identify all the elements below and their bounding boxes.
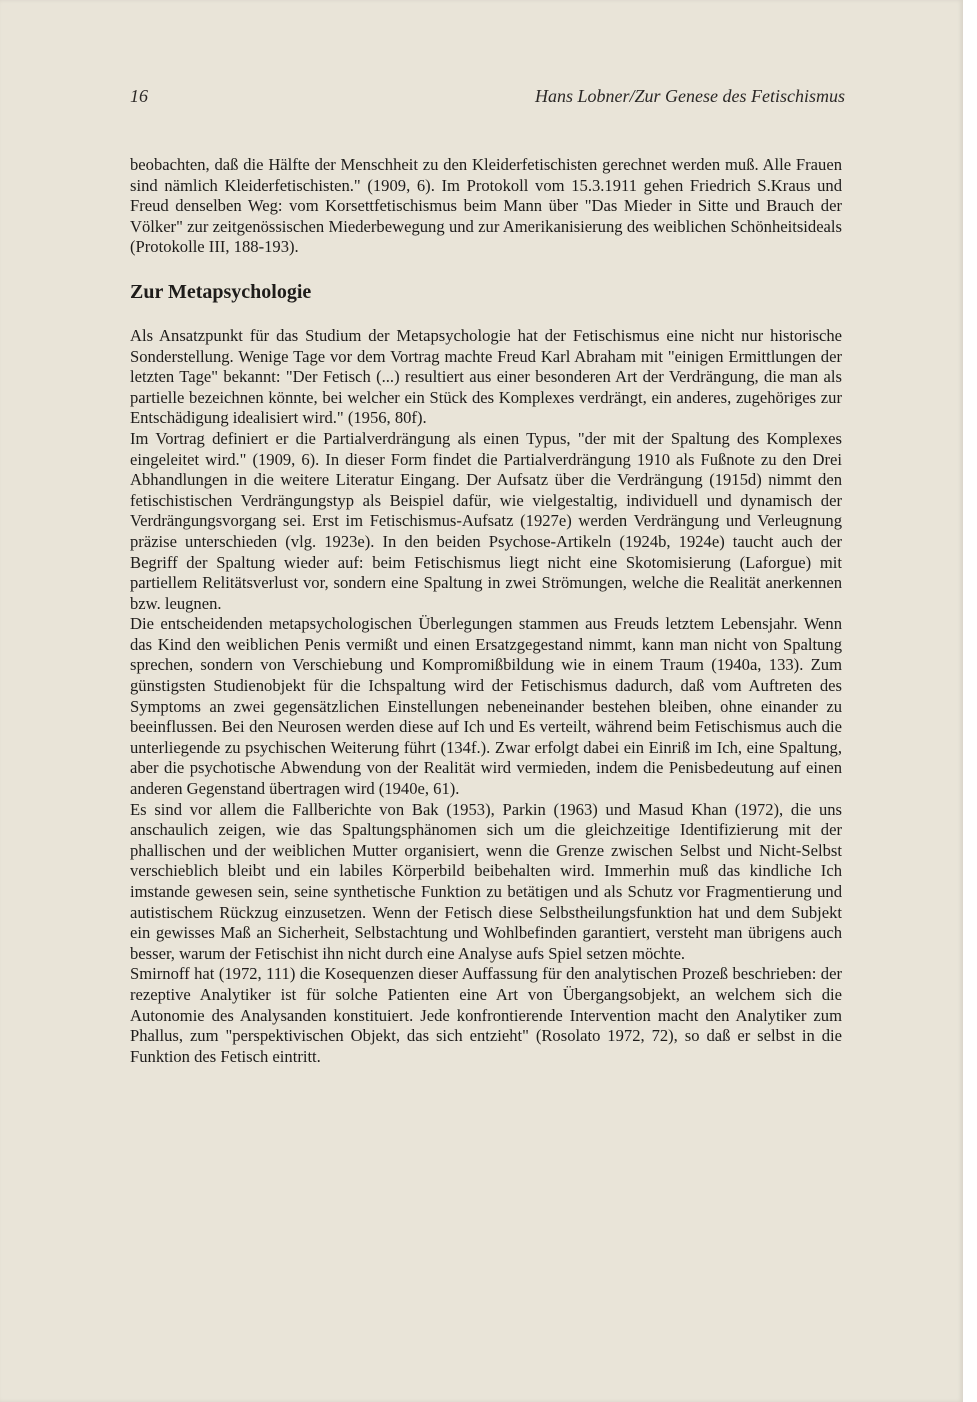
paragraph-3: Die entscheidenden metapsychologischen Überlegungen stammen aus Freuds letztem Lebensjahr. Wenn das Kind den weiblichen Penis vermißt und einen Ersatzgegestand nimmt, kann man nicht von Spaltung sprechen, sondern von Verschiebung und Kompromißbildung wie in einem Traum (1940a, 133). Zum günstigsten Studienobjekt für die Ichspaltung wird der Fetischismus dadurch, daß vom Auftreten des Symptoms an zwei gegensätzlichen Einstellungen nebeneinander bestehen bleiben, ohne einander zu beeinflussen. Bei den Neurosen werden diese auf Ich und Es verteilt, während beim Fetischismus auch die unterliegende zu psychischen Weiterung führt (134f.). Zwar erfolgt dabei ein Einriß im Ich, eine Spaltung, aber die psychotische Abwendung von der Realität wird vermieden, indem die Penisbedeutung auf einen anderen Gegenstand übertragen wird (1940e, 61). xyxy=(130,614,842,799)
paragraph-2: Im Vortrag definiert er die Partialverdrängung als einen Typus, "der mit der Spaltung des Komplexes eingeleitet wird." (1909, 6). In dieser Form findet die Partialverdrängung 1910 als Fußnote zu den Drei Abhandlungen in die weitere Literatur Eingang. Der Aufsatz über die Verdrängung (1915d) nimmt den fetischistischen Verdrängungstyp als Beispiel dafür, wie vielgestaltig, individuell und dynamisch der Verdrängungsvorgang sei. Erst im Fetischismus-Aufsatz (1927e) werden Verdrängung und Verleugnung präzise unterschieden (vlg. 1923e). In den beiden Psychose-Artikeln (1924b, 1924e) taucht auch der Begriff der Spaltung wieder auf: beim Fetischismus liegt nicht eine Skotomisierung (Laforgue) mit partiellem Relitätsverlust vor, sondern eine Spaltung in zwei Strömungen, welche die Realität anerkennen bzw. leugnen. xyxy=(130,428,842,613)
section-heading: Zur Metapsychologie xyxy=(130,280,312,303)
paragraph-5: Smirnoff hat (1972, 111) die Kosequenzen dieser Auffassung für den analytischen Prozeß beschrieben: der rezeptive Analytiker ist für solche Patienten eine Art von Übergangsobjekt, an welchem sich die Autonomie des Analysanden konstituiert. Jede konfrontierende Intervention macht den Analytiker zum Phallus, zum "perspektivischen Objekt, das sich entzieht" (Rosolato 1972, 72), so daß er selbst in die Funktion des Fetisch eintritt. xyxy=(130,964,842,1066)
page-number: 16 xyxy=(130,86,148,106)
paragraph-intro: beobachten, daß die Hälfte der Menschheit zu den Kleiderfetischisten gerechnet werden muß. Alle Frauen sind nämlich Kleiderfetischisten." (1909, 6). Im Protokoll vom 15.3.1911 gehen Friedrich S.Kraus und Freud denselben Weg: vom Korsettfetischismus beim Mann über "Das Mieder in Sitte und Brauch der Völker" zur zeitgenössischen Miederbewegung und zur Amerikanisierung des weiblichen Schönheitsideals (Protokolle III, 188-193). xyxy=(130,155,842,257)
page-header xyxy=(130,86,845,116)
paragraph-4: Es sind vor allem die Fallberichte von Bak (1953), Parkin (1963) und Masud Khan (1972), die uns anschaulich zeigen, wie das Spaltungsphänomen sich um die gleichzeitige Identifizierung mit der phallischen und der weiblichen Mutter organisiert, wenn die Grenze zwischen Selbst und Nicht-Selbst verschieblich bleibt und ein labiles Körperbild beibehalten wird. Immerhin muß das kindliche Ich imstande gewesen sein, seine synthetische Funktion zu betätigen und als Schutz vor Fragmentierung und autistischem Rückzug einzusetzen. Wenn der Fetisch diese Selbstheilungsfunktion hat und dem Subjekt ein gewisses Maß an Sicherheit, Selbstachtung und Wohlbefinden garantiert, versteht man übrigens auch besser, warum der Fetischist ihn nicht durch eine Analyse aufs Spiel setzen möchte. xyxy=(130,799,842,963)
body-text xyxy=(130,155,842,1067)
paragraph-1: Als Ansatzpunkt für das Studium der Metapsychologie hat der Fetischismus eine nicht nur historische Sonderstellung. Wenige Tage vor dem Vortrag machte Freud Karl Abraham mit "einigen Ermittlungen der letzten Tage" bekannt: "Der Fetisch (...) resultiert aus einer besonderen Art der Verdrängung, die man als partielle bezeichnen könnte, bei welcher ein Stück des Komplexes verdrängt, ein anderes, zugehöriges zur Entschädigung idealisiert wird." (1956, 80f). xyxy=(130,325,842,428)
running-title: Hans Lobner/Zur Genese des Fetischismus xyxy=(535,86,845,106)
